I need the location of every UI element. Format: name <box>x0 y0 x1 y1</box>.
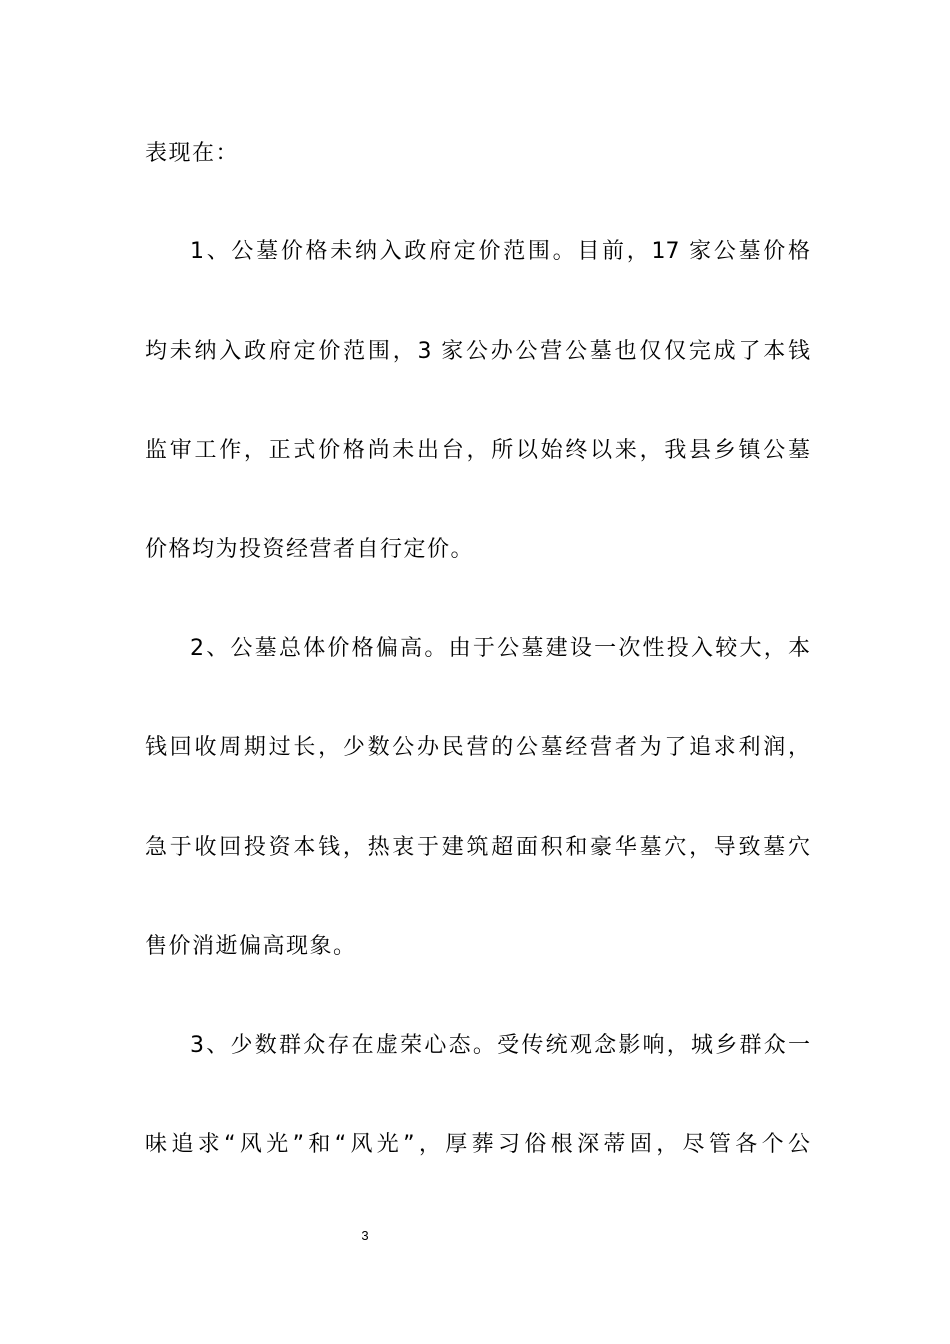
text-line: 价格均为投资经营者自行定价。 <box>145 537 475 562</box>
page-number: 3 <box>361 1228 369 1243</box>
text-line: 急于收回投资本钱，热衷于建筑超面积和豪华墓穴，导致墓穴 <box>145 835 810 860</box>
text-line-intro: 表现在： <box>145 141 240 166</box>
text-line: 监审工作，正式价格尚未出台，所以始终以来，我县乡镇公墓 <box>145 438 810 463</box>
text-line: 钱回收周期过长，少数公办民营的公墓经营者为了追求利润， <box>145 735 810 760</box>
text-line-item-3-start: 3、少数群众存在虚荣心态。受传统观念影响，城乡群众一 <box>190 1033 810 1058</box>
text-line: 售价消逝偏高现象。 <box>145 934 357 959</box>
text-line: 均未纳入政府定价范围，3 家公办公营公墓也仅仅完成了本钱 <box>145 339 810 364</box>
text-line-item-2-start: 2、公墓总体价格偏高。由于公墓建设一次性投入较大，本 <box>190 636 810 661</box>
text-line: 味追求“风光”和“风光”，厚葬习俗根深蒂固，尽管各个公 <box>145 1132 810 1157</box>
text-line-item-1-start: 1、公墓价格未纳入政府定价范围。目前，17 家公墓价格 <box>190 239 810 264</box>
